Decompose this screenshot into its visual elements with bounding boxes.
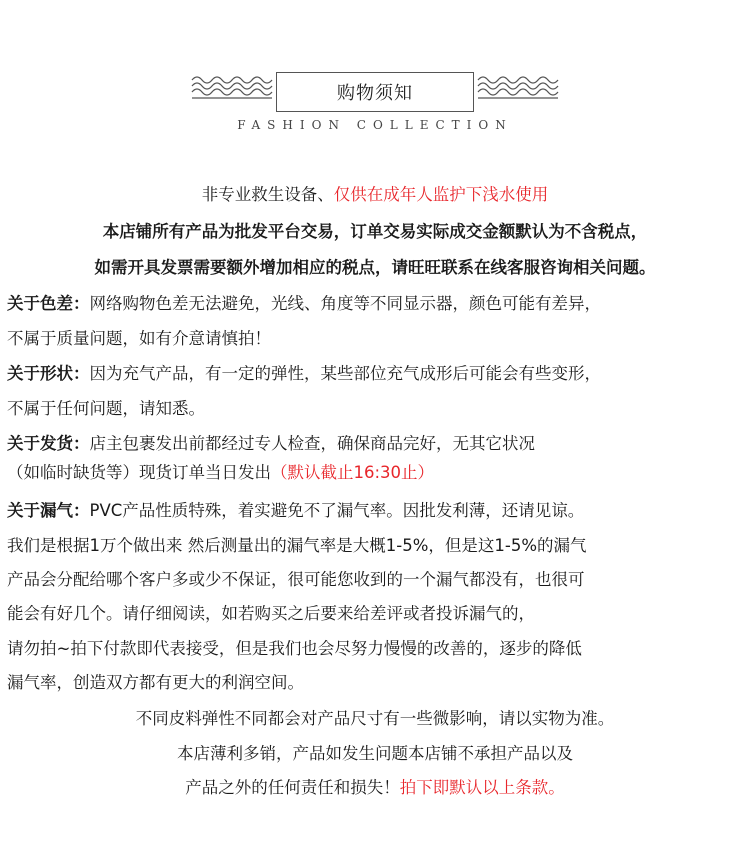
notice-line-16: 不同皮料弹性不同都会对产品尺寸有一些微影响，请以实物为准。: [135, 709, 615, 728]
notice-line-shipping: [0, 432, 750, 456]
notice-line-color: [0, 292, 750, 316]
liability-note: 产品之外的任何责任和损失！: [185, 778, 400, 797]
notice-line-11: 我们是根据1万个做出来 然后测量出的漏气率是大概1-5%，但是这1-5%的漏气: [7, 536, 587, 555]
shipping-cutoff: （默认截止16:30止）: [271, 463, 435, 482]
safety-note: 非专业救生设备、: [201, 185, 334, 204]
shipping-label: 关于发货：: [7, 434, 90, 453]
color-label: 关于色差：: [7, 294, 90, 313]
notice-line-3: 如需开具发票需要额外增加相应的税点，请旺旺联系在线客服咨询相关问题。: [94, 258, 656, 277]
leak-label: 关于漏气：: [7, 501, 90, 520]
notice-line-12: 产品会分配给哪个客户多或少不保证，很可能您收到的一个漏气都没有，也很可: [7, 570, 585, 589]
notice-line-14: 请勿拍~拍下付款即代表接受，但是我们也会尽努力慢慢的改善的，逐步的降低: [7, 639, 582, 658]
shape-text: 因为充气产品，有一定的弹性，某些部位充气成形后可能会有些变形，: [89, 364, 601, 383]
leak-text: PVC产品性质特殊，着实避免不了漏气率。因批发利薄，还请见谅。: [89, 501, 585, 520]
notice-line-13: 能会有好几个。请仔细阅读，如若购买之后要来给差评或者投诉漏气的，: [7, 604, 535, 623]
shipping-note: （如临时缺货等）现货订单当日发出: [7, 463, 271, 482]
page-subtitle: FASHION COLLECTION: [237, 118, 513, 132]
notice-line-5: 不属于质量问题，如有介意请慎拍！: [7, 329, 271, 348]
notice-header: [0, 58, 750, 148]
safety-warning: 仅供在成年人监护下浅水使用: [333, 185, 549, 204]
notice-line-shape: [0, 362, 750, 386]
notice-line-9: [0, 461, 750, 485]
notice-line-1: [0, 183, 750, 207]
notice-line-7: 不属于任何问题，请知悉。: [7, 399, 205, 418]
page-title: 购物须知: [276, 72, 474, 112]
notice-line-18: [0, 776, 750, 800]
terms-acceptance: 拍下即默认以上条款。: [399, 778, 565, 797]
notice-line-2: 本店铺所有产品为批发平台交易，订单交易实际成交金额默认为不含税点，: [102, 222, 648, 241]
color-text: 网络购物色差无法避免，光线、角度等不同显示器，颜色可能有差异，: [89, 294, 601, 313]
notice-line-15: 漏气率，创造双方都有更大的利润空间。: [7, 673, 304, 692]
shipping-text: 店主包裹发出前都经过专人检查，确保商品完好，无其它状况: [89, 434, 535, 453]
notice-line-17: 本店薄利多销，产品如发生问题本店铺不承担产品以及: [177, 744, 573, 763]
shape-label: 关于形状：: [7, 364, 90, 383]
notice-line-leak: [0, 499, 750, 523]
